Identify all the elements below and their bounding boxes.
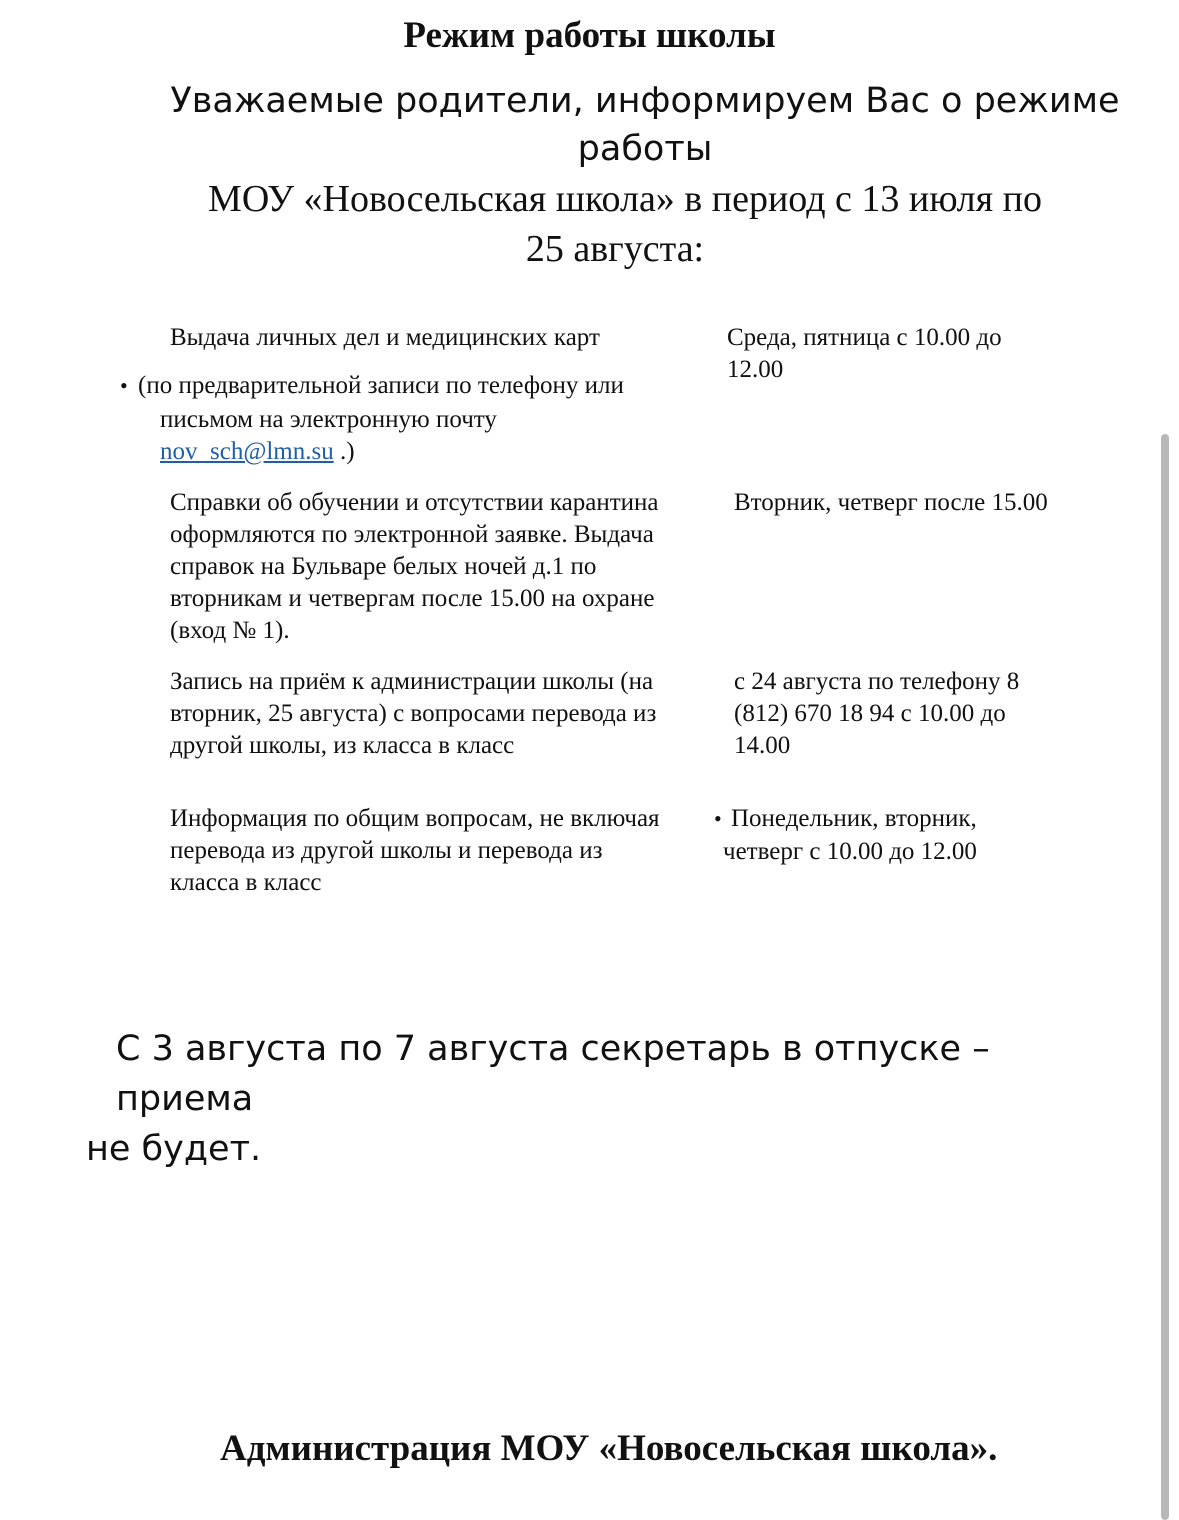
schedule-time-text: 14.00 <box>734 732 791 759</box>
schedule-item-text: оформляются по электронной заявке. Выдача <box>170 521 654 548</box>
intro-line: 25 августа: <box>525 228 705 270</box>
email-link[interactable]: nov_sch@lmn.su <box>160 438 334 465</box>
schedule-item-text <box>160 436 355 468</box>
schedule-item-text: письмом на электронную почту <box>160 406 497 433</box>
notice-line: С 3 августа по 7 августа секретарь в отпуске – приема <box>116 1029 990 1119</box>
schedule-item-text: перевода из другой школы и перевода из <box>170 837 603 864</box>
schedule-item-text: (вход № 1). <box>170 617 290 644</box>
email-suffix: .) <box>333 438 355 465</box>
vacation-notice <box>86 1024 1086 1174</box>
schedule-time-text: Понедельник, вторник, <box>731 805 977 832</box>
intro-text <box>110 76 1140 274</box>
page-title: Режим работы школы <box>403 15 776 56</box>
schedule-time-text: (812) 670 18 94 с 10.00 до <box>734 700 1006 727</box>
bullet-icon: • <box>120 373 128 398</box>
schedule-item-text: другой школы, из класса в класс <box>170 732 515 759</box>
intro-line: Уважаемые родители, информируем Вас о режиме <box>170 81 1120 121</box>
schedule-item-text: класса в класс <box>170 869 322 896</box>
schedule-item-text: Справки об обучении и отсутствии карантина <box>170 489 659 516</box>
schedule-item-text: Запись на приём к администрации школы (на <box>170 668 654 695</box>
scrollbar[interactable] <box>1161 434 1169 1520</box>
schedule-item-text: вторник, 25 августа) с вопросами перевода из <box>170 700 657 727</box>
signature: Администрация МОУ «Новосельская школа». <box>220 1428 998 1469</box>
schedule-item-text: (по предварительной записи по телефону или <box>138 372 624 399</box>
schedule-time-text: 12.00 <box>727 356 784 383</box>
schedule-item-text: Выдача личных дел и медицинских карт <box>170 324 600 351</box>
intro-line: работы <box>577 129 713 169</box>
schedule-item-text: справок на Бульваре белых ночей д.1 по <box>170 553 597 580</box>
intro-line: МОУ «Новосельская школа» в период с 13 июля по <box>208 178 1042 220</box>
schedule-time-text: Вторник, четверг после 15.00 <box>734 489 1048 516</box>
schedule-item-text: вторникам и четвергам после 15.00 на охране <box>170 585 655 612</box>
schedule-time-text: Среда, пятница с 10.00 до <box>727 324 1002 351</box>
notice-line: не будет. <box>86 1129 262 1169</box>
schedule-item-text: Информация по общим вопросам, не включая <box>170 805 660 832</box>
schedule-time-text: четверг с 10.00 до 12.00 <box>723 838 977 865</box>
bullet-icon: • <box>714 806 722 831</box>
schedule-time-text: с 24 августа по телефону 8 <box>734 668 1020 695</box>
